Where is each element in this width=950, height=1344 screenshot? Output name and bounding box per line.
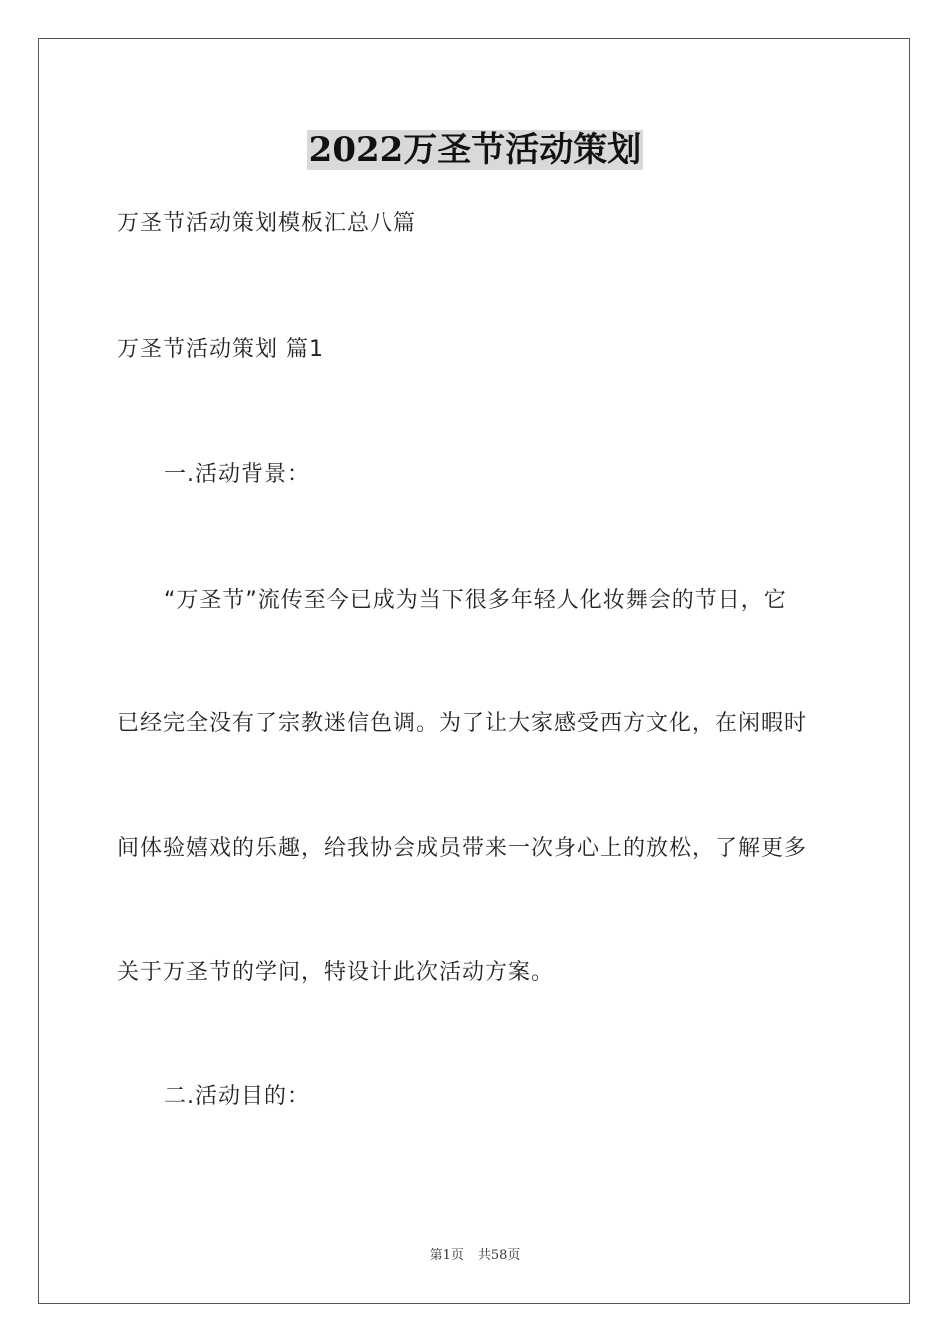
purpose-heading: 二.活动目的： xyxy=(164,1084,310,1109)
paragraph-line: 间体验嬉戏的乐趣，给我协会成员带来一次身心上的放松，了解更多 xyxy=(117,836,808,861)
section-heading: 万圣节活动策划 篇1 xyxy=(117,337,324,362)
page-footer xyxy=(0,1246,950,1266)
paragraph-line: “万圣节”流传至今已成为当下很多年轻人化妆舞会的节日，它 xyxy=(164,588,787,613)
subtitle-line: 万圣节活动策划模板汇总八篇 xyxy=(117,211,417,236)
paragraph-line: 关于万圣节的学问，特设计此次活动方案。 xyxy=(117,960,555,985)
document-title-text: 2022万圣节活动策划 xyxy=(308,130,642,170)
background-heading: 一.活动背景： xyxy=(164,462,310,487)
page-number: 第1页 xyxy=(429,1248,464,1263)
paragraph-line: 已经完全没有了宗教迷信色调。为了让大家感受西方文化，在闲暇时 xyxy=(117,711,808,736)
document-title xyxy=(0,124,950,176)
total-pages: 共58页 xyxy=(477,1248,521,1263)
